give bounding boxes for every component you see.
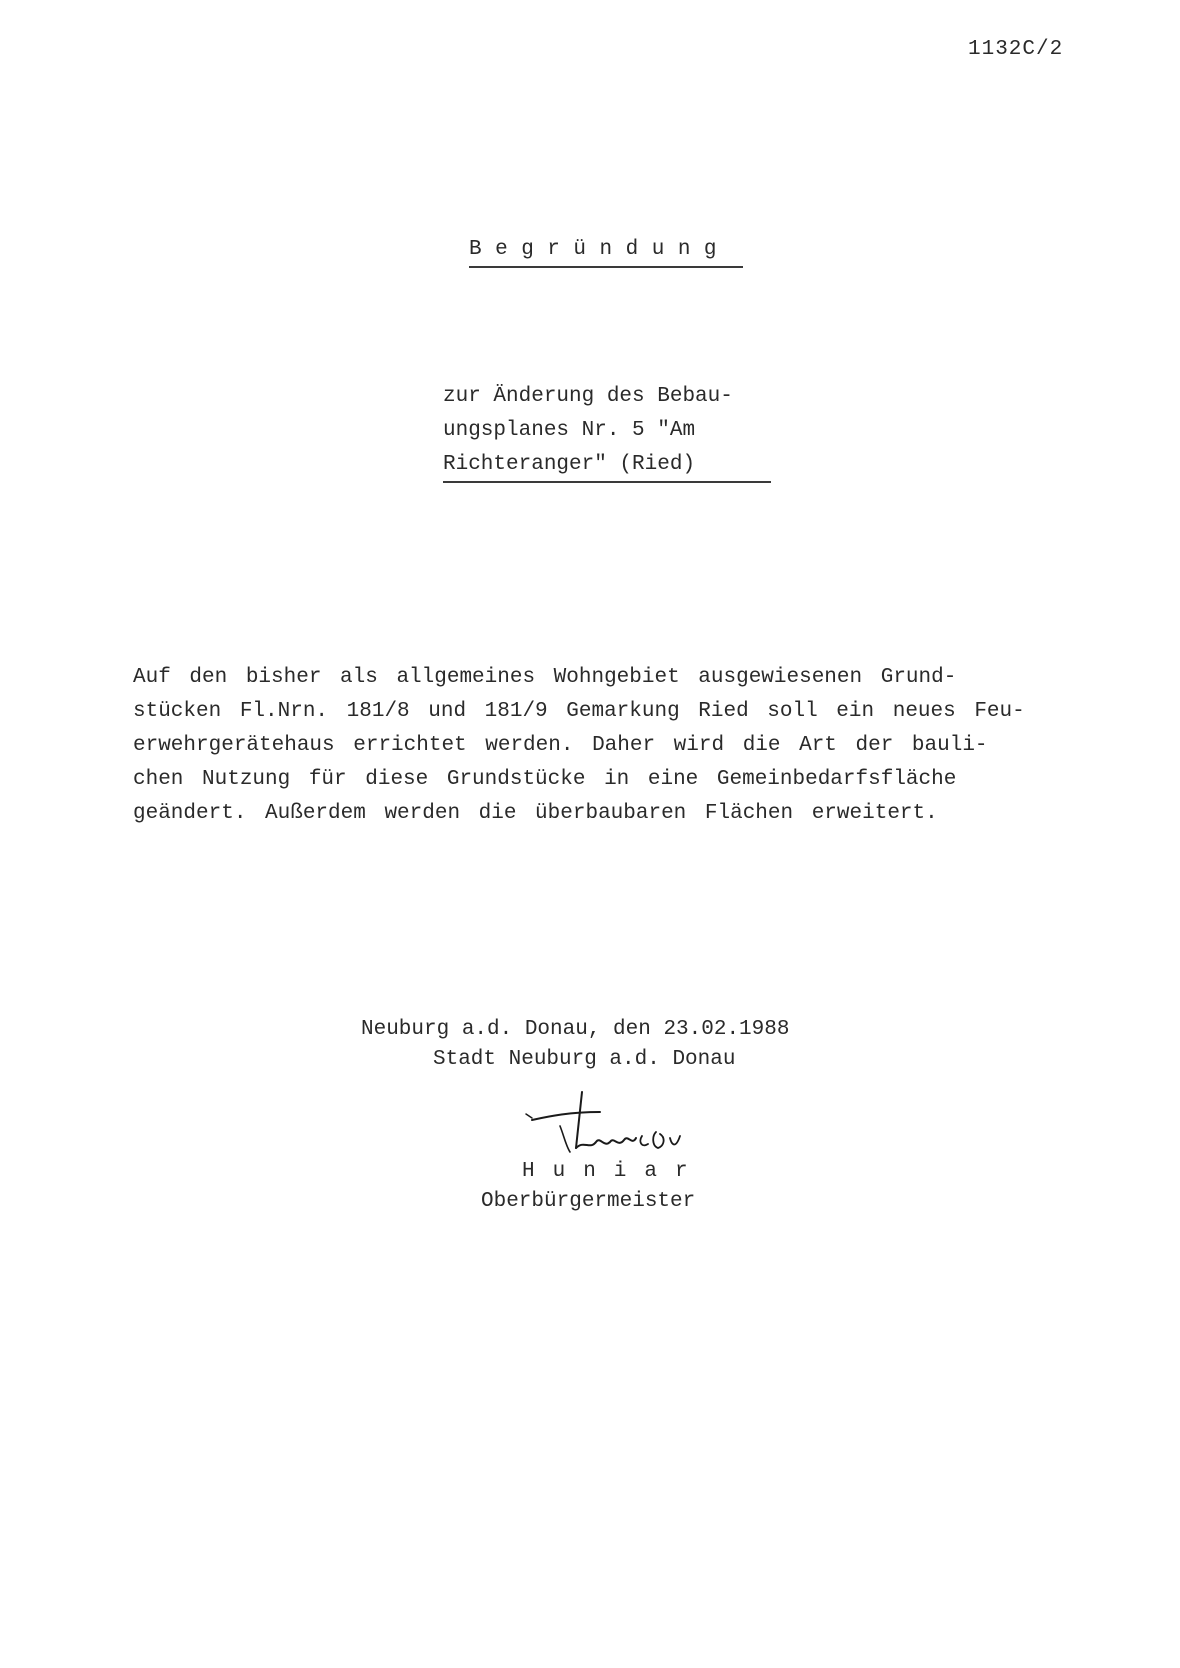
body-line: geändert. Außerdem werden die überbaubaren Flächen erweitert. xyxy=(133,802,938,825)
body-paragraph xyxy=(133,661,1025,831)
subtitle-underline xyxy=(443,481,771,483)
place-and-date: Neuburg a.d. Donau, den 23.02.1988 xyxy=(361,1018,790,1041)
body-line: Auf den bisher als allgemeines Wohngebiet ausgewiesenen Grund- xyxy=(133,666,957,689)
document-subtitle xyxy=(443,380,733,482)
document-title: Begründung xyxy=(469,238,731,261)
body-line: erwehrgerätehaus errichtet werden. Daher wird die Art der bauli- xyxy=(133,734,988,757)
title-underline xyxy=(469,266,743,268)
reference-number: 1132C/2 xyxy=(968,38,1064,61)
subtitle-line: ungsplanes Nr. 5 "Am xyxy=(443,419,696,442)
signer-role: Oberbürgermeister xyxy=(481,1190,696,1213)
subtitle-line: Richteranger" (Ried) xyxy=(443,453,696,476)
subtitle-line: zur Änderung des Bebau- xyxy=(443,385,733,408)
body-line: chen Nutzung für diese Grundstücke in eine Gemeinbedarfsfläche xyxy=(133,768,957,791)
city-authority: Stadt Neuburg a.d. Donau xyxy=(433,1048,736,1071)
signature-icon xyxy=(520,1090,690,1170)
signer-name: Huniar xyxy=(522,1160,706,1183)
body-line: stücken Fl.Nrn. 181/8 und 181/9 Gemarkung Ried soll ein neues Feu- xyxy=(133,700,1025,723)
